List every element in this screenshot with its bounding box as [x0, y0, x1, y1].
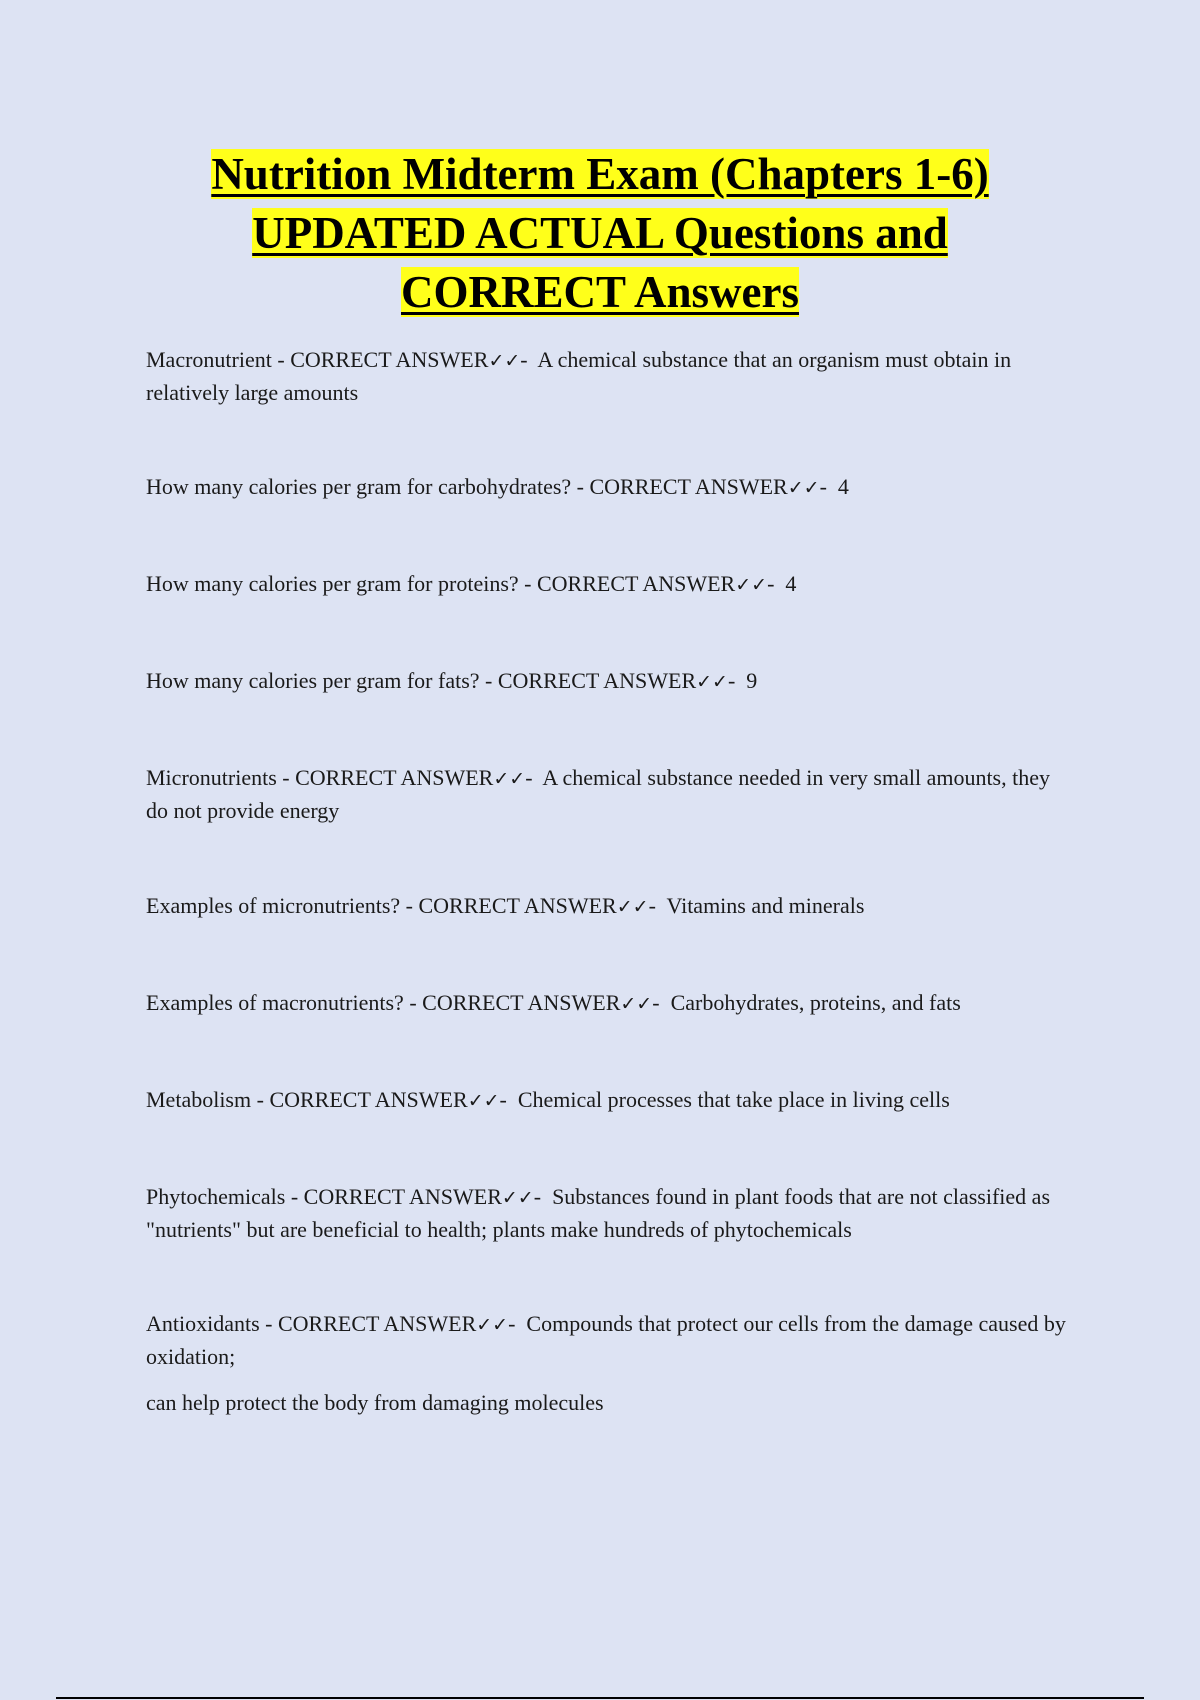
qa-item: How many calories per gram for fats? - CORRECT ANSWER✓✓- 9: [146, 668, 758, 693]
qa-item: Macronutrient - CORRECT ANSWER✓✓- A chemical substance that an organism must obtain in relatively large amounts: [146, 347, 1012, 405]
answer-text: Carbohydrates, proteins, and fats: [670, 990, 961, 1015]
answer-marker: CORRECT ANSWER: [422, 990, 621, 1015]
answer-marker: CORRECT ANSWER: [269, 1087, 468, 1112]
question-text: How many calories per gram for fats?: [146, 668, 480, 693]
answer-marker: CORRECT ANSWER: [295, 765, 494, 790]
qa-item: How many calories per gram for carbohydrates? - CORRECT ANSWER✓✓- 4: [146, 474, 849, 499]
check-marks: ✓✓: [735, 574, 768, 596]
check-marks: ✓✓: [696, 671, 728, 693]
qa-item: Examples of macronutrients? - CORRECT ANSWER✓✓- Carbohydrates, proteins, and fats: [146, 990, 961, 1015]
answer-marker: CORRECT ANSWER: [418, 893, 617, 918]
title-line-1: Nutrition Midterm Exam (Chapters 1-6): [211, 149, 989, 199]
answer-marker: CORRECT ANSWER: [290, 347, 489, 372]
check-marks: ✓✓: [493, 768, 526, 790]
answer-text: Substances found in plant foods that are not classified as "nutrients" but are beneficial to health; plants make hundreds of phytochemicals: [146, 1184, 1051, 1242]
question-text: Examples of macronutrients?: [146, 990, 404, 1015]
page-title: [100, 145, 1100, 322]
answer-marker: CORRECT ANSWER: [303, 1184, 502, 1209]
question-text: Micronutrients: [146, 765, 277, 790]
question-text: Macronutrient: [146, 347, 272, 372]
question-text: Antioxidants: [146, 1311, 260, 1336]
question-text: Examples of micronutrients?: [146, 893, 401, 918]
answer-text: A chemical substance needed in very small amounts, they do not provide energy: [146, 765, 1050, 823]
check-marks: ✓✓: [476, 1314, 509, 1336]
check-marks: ✓✓: [620, 993, 653, 1015]
title-line-3: CORRECT Answers: [401, 267, 799, 317]
qa-item: Metabolism - CORRECT ANSWER✓✓- Chemical processes that take place in living cells: [146, 1087, 950, 1112]
answer-text: 4: [837, 474, 849, 499]
qa-item: Examples of micronutrients? - CORRECT ANSWER✓✓- Vitamins and minerals: [146, 893, 865, 918]
qa-item: Micronutrients - CORRECT ANSWER✓✓- A chemical substance needed in very small amounts, they do not provide energy: [146, 765, 1050, 823]
question-text: Metabolism: [146, 1087, 252, 1112]
qa-item: Phytochemicals - CORRECT ANSWER✓✓- Substances found in plant foods that are not classified as "nutrients" but are beneficial to health; plants make hundreds of phytochemicals: [146, 1184, 1051, 1242]
answer-text: Chemical processes that take place in living cells: [517, 1087, 950, 1112]
answer-marker: CORRECT ANSWER: [497, 668, 697, 693]
answer-marker: CORRECT ANSWER: [589, 474, 788, 499]
question-text: How many calories per gram for proteins?: [146, 571, 519, 596]
qa-item: Antioxidants - CORRECT ANSWER✓✓- Compounds that protect our cells from the damage caused by oxidation; can help protect the body from damaging molecules: [146, 1308, 1066, 1419]
question-text: Phytochemicals: [146, 1184, 286, 1209]
answer-marker: CORRECT ANSWER: [278, 1311, 477, 1336]
answer-text: A chemical substance that an organism must obtain in relatively large amounts: [146, 347, 1012, 405]
check-marks: ✓✓: [616, 896, 649, 918]
qa-item: How many calories per gram for proteins? - CORRECT ANSWER✓✓- 4: [146, 571, 797, 596]
answer-marker: CORRECT ANSWER: [536, 571, 736, 596]
check-marks: ✓✓: [488, 350, 521, 372]
answer-text: Vitamins and minerals: [666, 893, 865, 918]
answer-continuation: can help protect the body from damaging molecules: [146, 1390, 604, 1415]
check-marks: ✓✓: [787, 477, 820, 499]
answer-text: 4: [785, 571, 797, 596]
check-marks: ✓✓: [467, 1090, 500, 1112]
question-text: How many calories per gram for carbohydrates?: [146, 474, 572, 499]
footer-divider: [56, 1697, 1144, 1699]
answer-text: 9: [746, 668, 758, 693]
check-marks: ✓✓: [501, 1187, 534, 1209]
answer-text: Compounds that protect our cells from the damage caused by oxidation;: [146, 1311, 1066, 1369]
title-line-2: UPDATED ACTUAL Questions and: [252, 208, 948, 258]
